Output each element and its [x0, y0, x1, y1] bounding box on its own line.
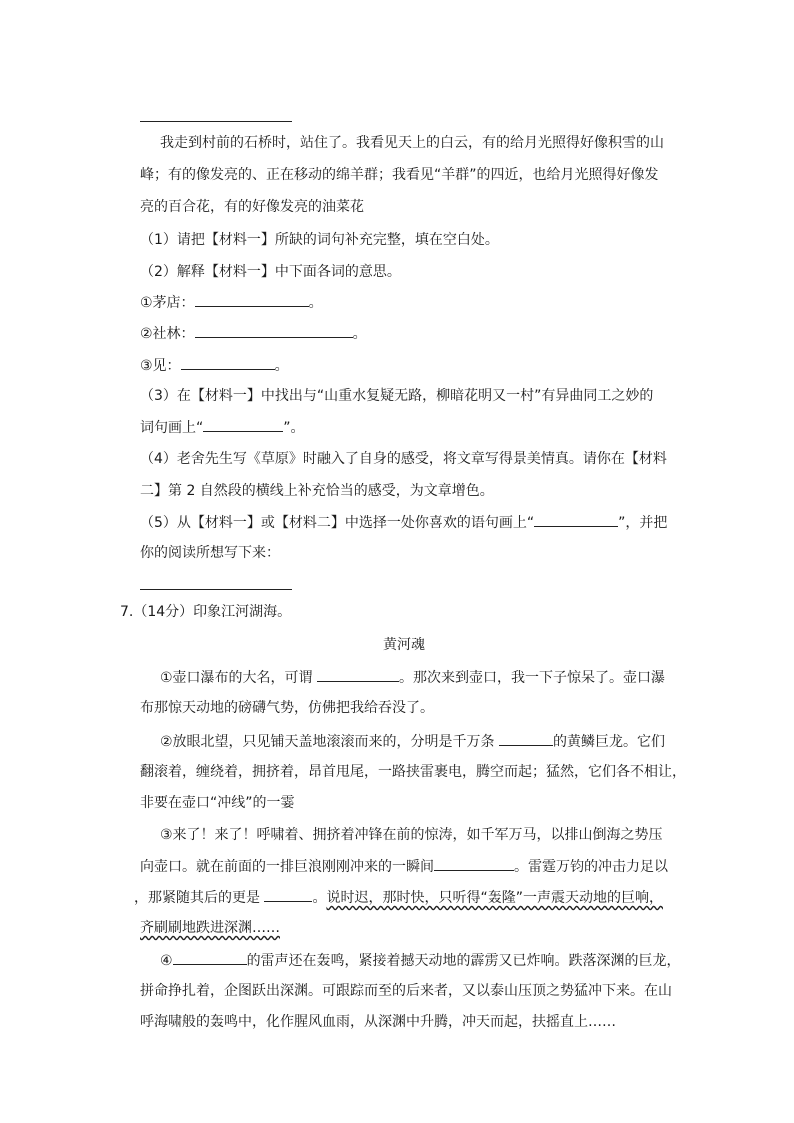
word-2-blank[interactable] — [195, 322, 353, 338]
p4-post: 的雷声还在轰鸣，紧接着撼天动地的霹雳又已炸响。跌落深渊的巨龙， — [246, 953, 681, 969]
q6-word-1 — [140, 291, 323, 312]
q6-sub4-line-2: 二】第 2 自然段的横线上补充恰当的感受，为文章增色。 — [140, 483, 494, 499]
q6-sub2: （2）解释【材料一】中下面各词的意思。 — [140, 264, 401, 280]
q7-p3-line-2 — [140, 855, 668, 876]
p1-post: 。那次来到壶口，我一下子惊呆了。壶口瀑 — [399, 670, 666, 686]
q7-p2-line-3: 非要在壶口“冲线”的一霎 — [140, 795, 295, 811]
q7-p2-line-1 — [160, 730, 665, 751]
p3-mid: 。 — [312, 890, 327, 906]
sub3-post: ”。 — [283, 420, 305, 436]
p2-blank[interactable] — [499, 730, 553, 746]
sub5-post: ”，并把 — [618, 515, 668, 531]
q7-p3-line-3 — [134, 886, 663, 907]
q6-sub3-line-1: （3）在【材料一】中找出与“山重水复疑无路，柳暗花明又一村”有异曲同工之妙的 — [140, 388, 654, 404]
p2-pre: ②放眼北望，只见铺天盖地滚滚而来的，分明是千万条 — [160, 734, 499, 750]
word-1-period: 。 — [308, 295, 323, 311]
q7-p3-line-4 — [140, 917, 280, 937]
q6-word-2 — [140, 322, 367, 343]
q7-p4-line-1 — [160, 949, 681, 970]
sub5-pre: （5）从【材料一】或【材料二】中选择一处你喜欢的语句画上“ — [140, 515, 535, 531]
word-3-label: ③见： — [140, 358, 181, 374]
q6-sub5-line-2: 你的阅读所想写下来： — [140, 545, 280, 561]
p4-pre: ④ — [160, 953, 173, 969]
sub3-blank[interactable] — [203, 416, 283, 432]
material3-line-1: 我走到村前的石桥时，站住了。我看见天上的白云，有的给月光照得好像积雪的山 — [160, 135, 664, 151]
q6-sub5-line-1 — [140, 511, 667, 532]
p3-pre-2: ，那紧随其后的更是 — [134, 890, 265, 906]
q7-p2-line-2: 翻滚着，缠绕着，拥挤着，昂首甩尾，一路挟雷裹电，腾空而起；猛然，它们各不相让， — [140, 764, 686, 780]
q7-title: 黄河魂 — [383, 637, 425, 653]
q6-sub4-line-1: （4）老舍先生写《草原》时融入了自身的感受，将文章写得景美情真。请你在【材料 — [140, 451, 667, 467]
p2-post: 的黄鳞巨龙。它们 — [553, 734, 665, 750]
material3-line-2: 峰；有的像发亮的、正在移动的绵羊群；我看见“羊群”的四近，也给月光照得好像发 — [140, 167, 659, 183]
word-1-label: ①茅店： — [140, 295, 195, 311]
q7-header: 7.（14分）印象江河湖海。 — [120, 604, 292, 620]
word-3-blank[interactable] — [181, 354, 275, 370]
q7-p1-line-1 — [160, 666, 665, 687]
q7-p4-line-3: 呼海啸般的轰鸣中，化作腥风血雨，从深渊中升腾，冲天而起，扶摇直上…… — [140, 1014, 616, 1030]
p1-pre: ①壶口瀑布的大名，可谓 — [160, 670, 318, 686]
material3-line-3: 亮的百合花，有的好像发亮的油菜花 — [140, 199, 364, 215]
p4-blank[interactable] — [173, 949, 247, 965]
word-2-period: 。 — [352, 326, 367, 342]
word-2-label: ②社林： — [140, 326, 195, 342]
p3-blank-2[interactable] — [264, 886, 312, 902]
p3-post: 。雷霆万钧的冲击力足以 — [514, 859, 668, 875]
sub5-blank[interactable] — [534, 511, 618, 527]
q7-p4-line-2: 拼命挣扎着，企图跃出深渊。可跟踪而至的后来者，又以泰山压顶之势猛冲下来。在山 — [140, 983, 672, 999]
p3-pre: 向壶口。就在前面的一排巨浪刚刚冲来的一瞬间 — [140, 859, 434, 875]
p3-wavy-text-1: 说时迟，那时快，只听得“轰隆”一声震天动地的巨响， — [326, 890, 663, 906]
q6-word-3 — [140, 354, 289, 375]
answer-line-bottom — [140, 589, 292, 590]
q7-p3-line-1: ③来了！来了！呼啸着、拥挤着冲锋在前的惊涛，如千军万马，以排山倒海之势压 — [160, 827, 663, 843]
q6-sub1: （1）请把【材料一】所缺的词句补充完整，填在空白处。 — [140, 232, 499, 248]
answer-line-top — [140, 121, 292, 122]
p3-blank-1[interactable] — [434, 855, 514, 871]
q6-sub3-line-2 — [140, 416, 305, 437]
word-1-blank[interactable] — [195, 291, 309, 307]
sub3-pre: 词句画上“ — [140, 420, 204, 436]
word-3-period: 。 — [274, 358, 289, 374]
p1-blank[interactable] — [317, 666, 399, 682]
q7-p1-line-2: 布那惊天动地的磅礴气势，仿佛把我给吞没了。 — [140, 700, 434, 716]
p3-wavy-text-2: 齐刷刷地跌进深渊…… — [140, 920, 280, 936]
